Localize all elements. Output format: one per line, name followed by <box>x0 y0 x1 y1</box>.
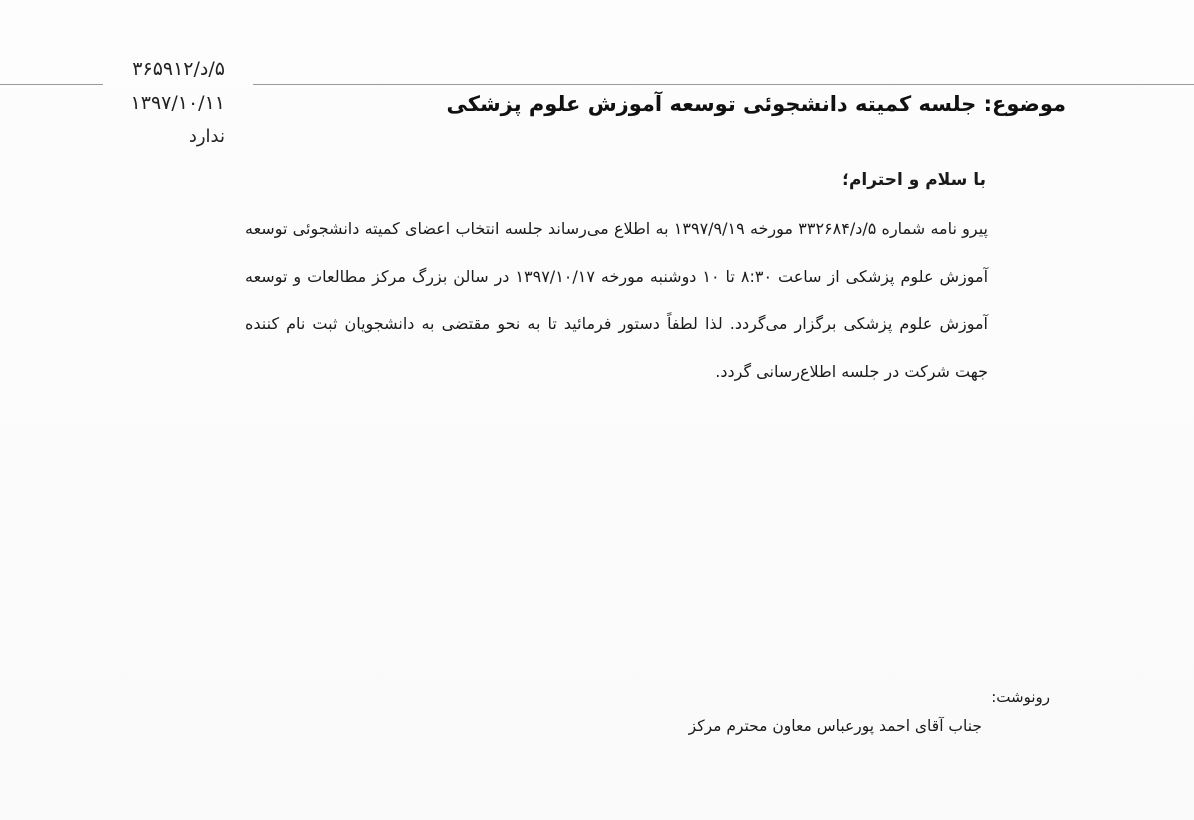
letter-subject: موضوع: جلسه کمیته دانشجوئی توسعه آموزش علوم پزشکی <box>446 92 1066 116</box>
letter-body: پیرو نامه شماره ۵/د/۳۳۲۶۸۴ مورخه ۱۳۹۷/۹/۱۹ به اطلاع می‌رساند جلسه انتخاب اعضای کمیته دانشجوئی توسعه آموزش علوم پزشکی از ساعت ۸:۳۰ تا ۱۰ دوشنبه مورخه ۱۳۹۷/۱۰/۱۷ در سالن بزرگ مرکز مطالعات و توسعه آموزش علوم پزشکی برگزار می‌گردد. لذا لطفاً دستور فرمائید تا به نحو مقتضی به دانشجویان ثبت نام کننده جهت شرکت در جلسه اطلاع‌رسانی گردد. <box>245 219 989 381</box>
cc-recipient: جناب آقای احمد پورعباس معاون محترم مرکز <box>688 717 982 735</box>
letter-greeting: با سلام و احترام؛ <box>842 170 986 190</box>
letter-date: ۱۳۹۷/۱۰/۱۱ <box>130 92 225 114</box>
letter-number: ۵/د/۳۶۵۹۱۲ <box>132 58 225 80</box>
header-rule-right <box>253 84 1194 85</box>
letter-attachment: ندارد <box>188 126 225 147</box>
header-rule-left <box>0 84 103 85</box>
cc-label: رونوشت: <box>991 688 1050 706</box>
